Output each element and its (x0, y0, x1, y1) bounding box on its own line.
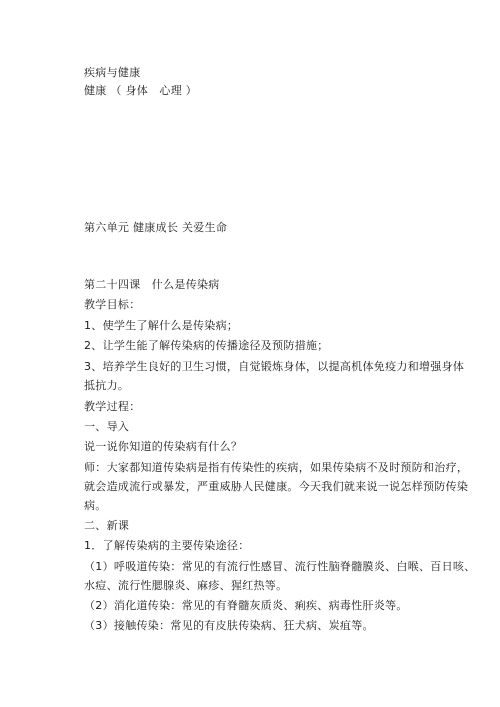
route-line: 水痘、流行性腮腺炎、麻疹、猩红热等。 (84, 579, 288, 592)
intro-question: 说一说你知道的传染病有什么？ (84, 440, 243, 453)
teacher-line: 病。 (84, 499, 107, 512)
lesson-title: 第二十四课 什么是传染病 (84, 278, 220, 291)
teacher-line: 师：大家都知道传染病是指有传染性的疾病，如果传染病不及时预防和治疗， (84, 461, 469, 474)
new-lesson-heading: 二、新课 (84, 519, 130, 532)
objective-item: 抵抗力。 (84, 379, 130, 392)
intro-heading: 一、导入 (84, 420, 130, 433)
objective-item: 2、让学生能了解传染病的传播途径及预防措施； (84, 339, 329, 352)
unit-title: 第六单元 健康成长 关爱生命 (84, 221, 228, 234)
process-heading: 教学过程： (84, 400, 141, 413)
subtopic-line: 健康 （ 身体 心理 ） (84, 84, 198, 97)
point-heading: 1．了解传染病的主要传染途径： (84, 539, 250, 552)
route-line: （2）消化道传染：常见的有脊髓灰质炎、痢疾、病毒性肝炎等。 (84, 599, 408, 612)
objective-item: 3、培养学生良好的卫生习惯，自觉锻炼身体，以提高机体免疫力和增强身体 (84, 360, 465, 373)
route-line: （3）接触传染：常见的有皮肤传染病、狂犬病、炭疽等。 (84, 619, 374, 632)
route-line: （1）呼吸道传染：常见的有流行性感冒、流行性脑脊髓膜炎、白喉、百日咳、 (84, 560, 476, 573)
objective-item: 1、使学生了解什么是传染病； (84, 319, 239, 332)
teacher-line: 就会造成流行或暴发，严重威胁人民健康。今天我们就来说一说怎样预防传染 (84, 480, 469, 493)
objectives-heading: 教学目标： (84, 298, 141, 311)
topic-heading: 疾病与健康 (84, 66, 141, 79)
